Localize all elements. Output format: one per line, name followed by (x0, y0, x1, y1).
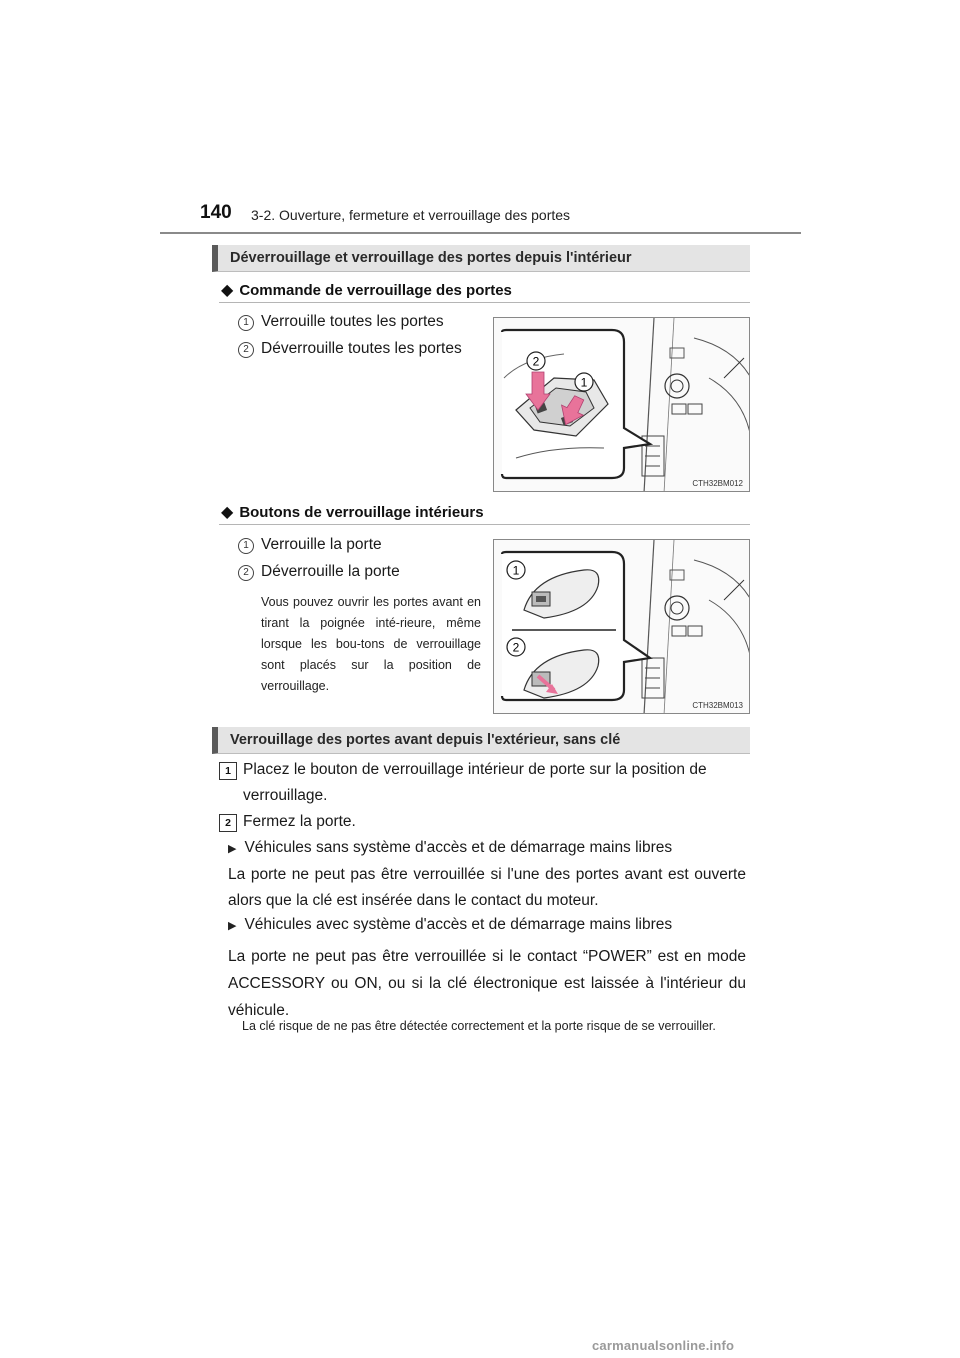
step-number: 1 (219, 762, 237, 780)
subheading-text: Commande de verrouillage des portes (239, 282, 512, 299)
subheading-rule (219, 524, 750, 525)
figure-code: CTH32BM013 (692, 701, 743, 710)
step-number: 2 (219, 814, 237, 832)
figure-callout-1: 1 (580, 375, 588, 390)
step-text: Fermez la porte. (243, 813, 356, 830)
subheading-rule (219, 302, 750, 303)
note-text: Vous pouvez ouvrir les portes avant en tirant la poignée inté-rieure, même lorsque les bou-tons de verrouillage sont placés sur la position de verrouillage. (261, 595, 481, 693)
figure-door-lock-switch (493, 317, 750, 492)
figure-illustration (494, 318, 750, 492)
item-text: Verrouille la porte (261, 536, 382, 553)
subheading-inside-lock-buttons (221, 502, 484, 522)
section-heading-text: Déverrouillage et verrouillage des portes depuis l'intérieur (230, 250, 632, 266)
section-heading-exterior (212, 727, 750, 754)
case-heading: ▶ Véhicules sans système d'accès et de démarrage mains libres (228, 839, 673, 856)
section-heading-text: Verrouillage des portes avant depuis l'extérieur, sans clé (230, 732, 621, 748)
item-text: Déverrouille la porte (261, 563, 400, 580)
case-heading: ▶ Véhicules avec système d'accès et de démarrage mains libres (228, 916, 673, 933)
item-text: Déverrouille toutes les portes (261, 340, 462, 357)
chapter-title: 3-2. Ouverture, fermeture et verrouillage des portes (251, 207, 571, 223)
triangle-right-icon: ▶ (228, 920, 237, 932)
figure-callout-2: 2 (532, 354, 540, 369)
section-heading-interior (212, 245, 750, 272)
diamond-icon: ◆ (221, 282, 234, 299)
triangle-right-icon: ▶ (228, 843, 237, 855)
subheading-text: Boutons de verrouillage intérieurs (239, 504, 484, 521)
item-number: 2 (238, 342, 254, 358)
figure-callout-1: 1 (512, 563, 520, 578)
case-text: La porte ne peut pas être verrouillée si l'une des portes avant est ouverte alors que la clé est insérée dans le contact du moteur. (228, 866, 746, 909)
item-text: Verrouille toutes les portes (261, 313, 444, 330)
figure-inside-lock-button (493, 539, 750, 714)
page-number: 140 (200, 202, 232, 223)
watermark: carmanualsonline.info (592, 1338, 735, 1353)
figure-illustration (494, 540, 750, 714)
item-number: 1 (238, 315, 254, 331)
item-number: 2 (238, 565, 254, 581)
subheading-lock-switch (221, 280, 512, 300)
step-text: Placez le bouton de verrouillage intérieur de porte sur la position de verrouillage. (243, 761, 707, 804)
figure-code: CTH32BM012 (692, 479, 743, 488)
item-number: 1 (238, 538, 254, 554)
figure-callout-2: 2 (512, 640, 520, 655)
header-rule (160, 232, 801, 234)
case-note: La clé risque de ne pas être détectée correctement et la porte risque de se verrouiller. (242, 1019, 716, 1033)
diamond-icon: ◆ (221, 504, 234, 521)
case-text: La porte ne peut pas être verrouillée si le contact “POWER” est en mode ACCESSORY ou ON, ou si la clé électronique est laissée à l'intérieur du véhicule. (228, 948, 746, 1019)
